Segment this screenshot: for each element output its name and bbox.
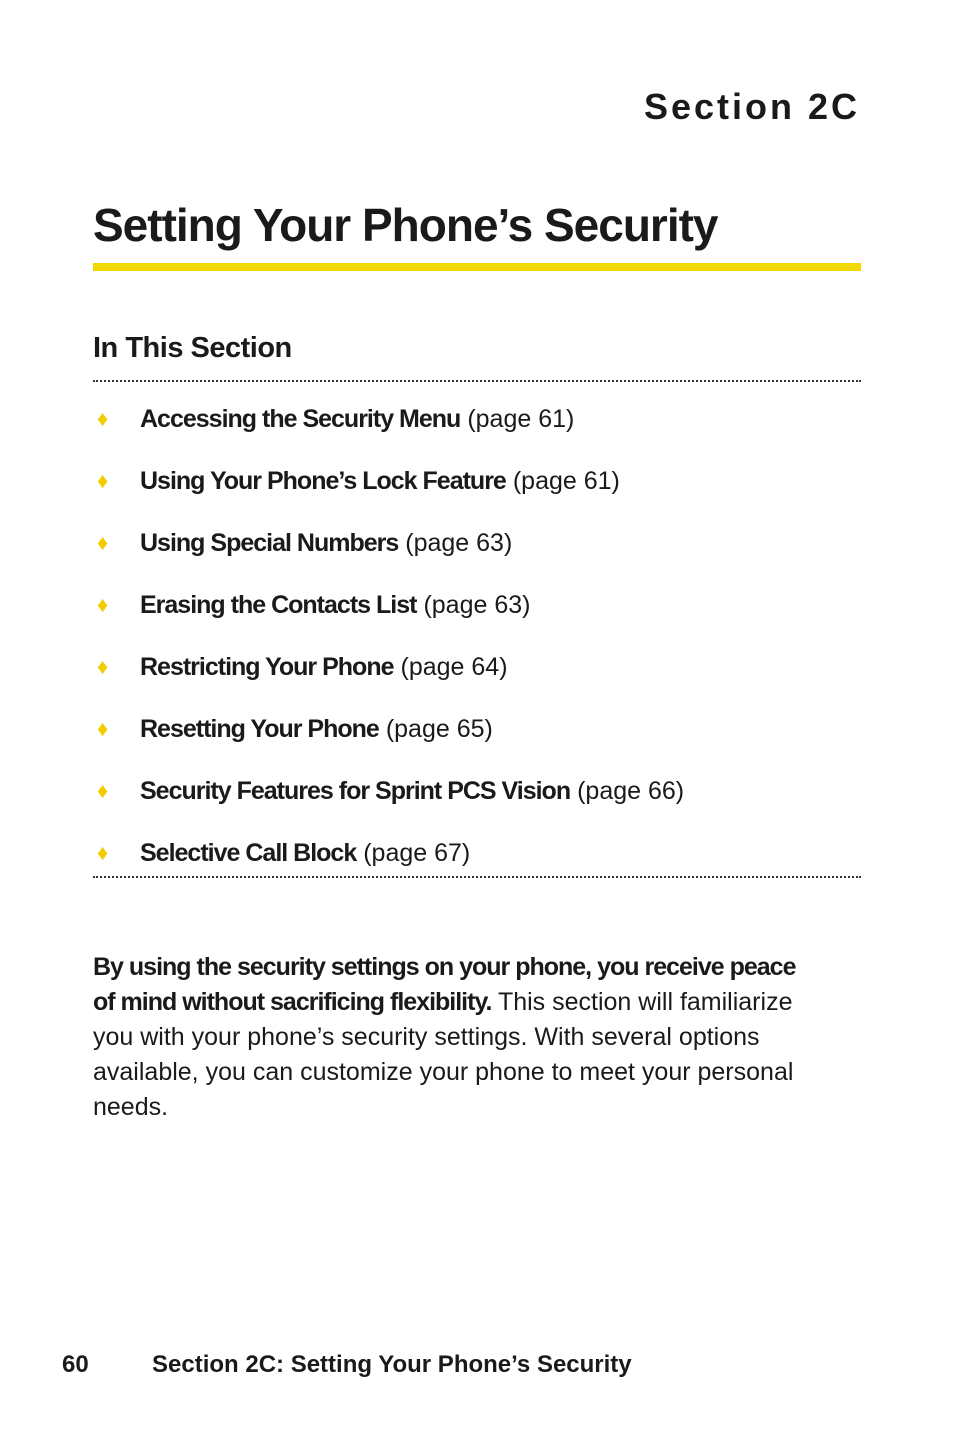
diamond-bullet-icon: ♦	[97, 592, 109, 617]
toc-item	[93, 636, 861, 698]
toc-item-title: Selective Call Block	[140, 838, 357, 867]
toc-item-page: (page 63)	[423, 590, 531, 619]
toc-item-title: Security Features for Sprint PCS Vision	[140, 776, 571, 805]
toc-item	[93, 388, 861, 450]
toc-item-page: (page 64)	[400, 652, 508, 681]
toc-item	[93, 512, 861, 574]
toc-item-title: Accessing the Security Menu	[140, 404, 461, 433]
diamond-bullet-icon: ♦	[97, 468, 109, 493]
toc-item-title: Restricting Your Phone	[140, 652, 394, 681]
running-title: Section 2C: Setting Your Phone’s Security	[152, 1351, 632, 1378]
toc-bottom-divider	[93, 876, 861, 878]
diamond-bullet-icon: ♦	[97, 654, 109, 679]
diamond-bullet-icon: ♦	[97, 840, 109, 865]
toc-list	[93, 388, 861, 884]
in-this-section-heading: In This Section	[93, 332, 292, 364]
toc-item	[93, 698, 861, 760]
intro-paragraph	[93, 950, 813, 1125]
section-label: Section 2C	[643, 86, 860, 127]
toc-item-page: (page 61)	[467, 404, 575, 433]
diamond-bullet-icon: ♦	[97, 778, 109, 803]
toc-item-title: Using Special Numbers	[140, 528, 399, 557]
intro-body: This section will familiarize you with your phone’s security settings. With several options available, you can customize your phone to meet your personal needs.	[93, 988, 794, 1121]
page-footer	[62, 1351, 632, 1379]
toc-item-page: (page 63)	[405, 528, 513, 557]
toc-item	[93, 574, 861, 636]
diamond-bullet-icon: ♦	[97, 406, 109, 431]
diamond-bullet-icon: ♦	[97, 530, 109, 555]
toc-item-page: (page 67)	[363, 838, 471, 867]
toc-item-page: (page 61)	[512, 466, 620, 495]
title-underline-rule	[93, 263, 861, 271]
toc-item-title: Erasing the Contacts List	[140, 590, 417, 619]
intro-lead-in: By using the security settings on your phone, you receive peace of mind without sacrificing flexibility.	[93, 953, 796, 1016]
toc-item	[93, 450, 861, 512]
toc-item	[93, 760, 861, 822]
toc-item-page: (page 65)	[385, 714, 493, 743]
toc-item	[93, 822, 861, 884]
page-title: Setting Your Phone’s Security	[93, 199, 718, 251]
diamond-bullet-icon: ♦	[97, 716, 109, 741]
toc-item-page: (page 66)	[577, 776, 685, 805]
toc-top-divider	[93, 380, 861, 382]
toc-item-title: Using Your Phone’s Lock Feature	[140, 466, 506, 495]
page-number: 60	[62, 1351, 89, 1378]
toc-item-title: Resetting Your Phone	[140, 714, 379, 743]
